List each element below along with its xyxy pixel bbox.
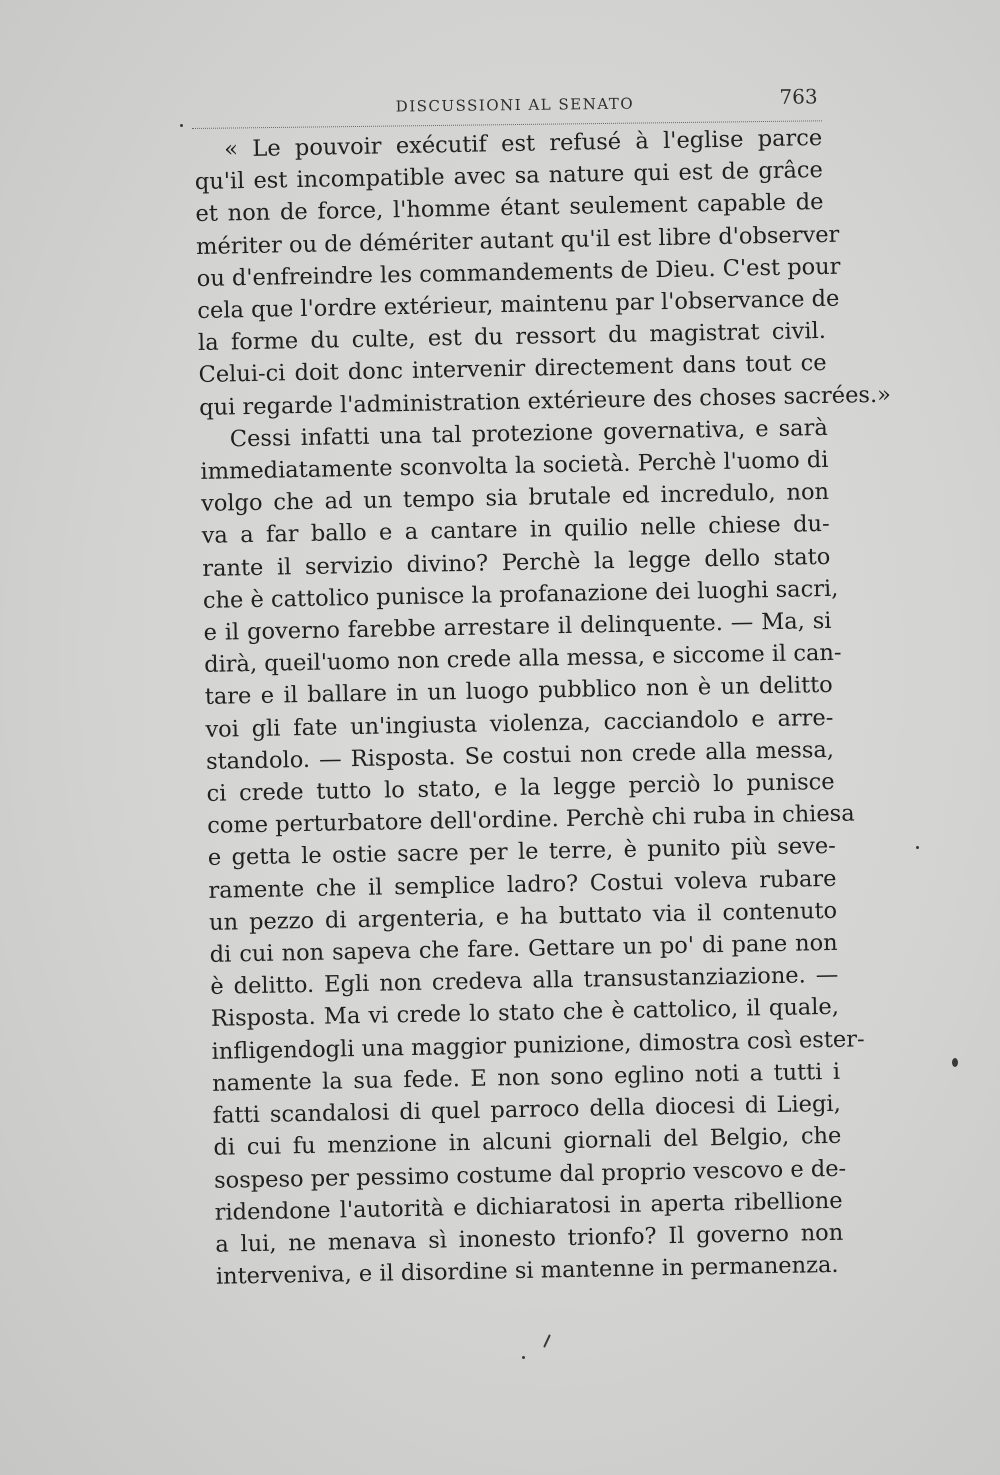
text-line: ci crede tutto lo stato, e la legge perciò lo punisce — [206, 768, 835, 807]
text-line: la forme du culte, est du ressort du magistrat civil. — [197, 318, 827, 357]
text-line: di cui fu menzione in alcuni giornali del Belgio, che — [213, 1123, 842, 1162]
text-line: Risposta. Ma vi crede lo stato che è cattolico, il quale, — [210, 994, 840, 1033]
text-line: interveniva, e il disordine si mantenne in permanenza. — [215, 1251, 839, 1290]
text-line: e getta le ostie sacre per le terre, è punito più seve- — [207, 833, 837, 872]
text-line: mériter ou de démériter autant qu'il est libre d'observer — [195, 221, 840, 260]
text-line: come perturbatore dell'ordine. Perchè chi ruba in chiesa — [207, 800, 855, 840]
text-line: di cui non sapeva che fare. Gettare un po' di pane non — [209, 929, 838, 968]
paper-speck — [952, 1058, 958, 1067]
text-line: ou d'enfreindre les commandements de Dieu. C'est pour — [196, 253, 841, 292]
text-line: qu'il est incompatible avec sa nature qui est de grâce — [194, 157, 824, 196]
paper-speck — [522, 1356, 525, 1359]
text-line: va a far ballo e a cantare in quilio nelle chiese du- — [201, 511, 830, 550]
paper-speck — [543, 1334, 551, 1348]
text-line: tare e il ballare in un luogo pubblico non è un delitto — [204, 672, 833, 711]
text-line: fatti scandalosi di quel parroco della diocesi di Liegi, — [212, 1090, 841, 1129]
text-line: qui regarde l'administration extérieure des choses sacrées.» — [199, 381, 892, 421]
text-line: a lui, ne menava sì inonesto trionfo? Il governo non — [215, 1219, 844, 1258]
text-line: ridendone l'autorità e dichiaratosi in aperta ribellione — [214, 1187, 843, 1226]
paper-speck — [916, 846, 919, 849]
paper-speck — [180, 124, 183, 127]
text-line: « Le pouvoir exécutif est refusé à l'eglise parce — [224, 124, 823, 163]
text-line: rante il servizio divino? Perchè la legge dello stato — [202, 543, 831, 582]
text-line: ramente che il semplice ladro? Costui voleva rubare — [208, 865, 837, 904]
text-line: immediatamente sconvolta la società. Perchè l'uomo di — [200, 446, 829, 485]
page-number: 763 — [779, 84, 818, 109]
text-line: volgo che ad un tempo sia brutale ed incredulo, non — [200, 479, 830, 518]
text-line: infligendogli una maggior punizione, dimostra così ester- — [211, 1025, 865, 1065]
text-line: voi gli fate un'ingiusta violenza, cacciandolo e arre- — [205, 704, 834, 743]
text-line: e il governo farebbe arrestare il delinquente. — Ma, si — [203, 607, 832, 646]
text-line: sospeso per pessimo costume dal proprio vescovo e de- — [213, 1155, 847, 1194]
text-line: è delitto. Egli non credeva alla transustanziazione. — — [210, 962, 839, 1001]
text-line: cela que l'ordre extérieur, maintenu par l'observance de — [197, 285, 840, 324]
text-line: che è cattolico punisce la profanazione dei luoghi sacri, — [202, 575, 839, 614]
text-line: dirà, queil'uomo non crede alla messa, e siccome il can- — [203, 639, 842, 679]
text-line: Cessi infatti una tal protezione governativa, e sarà — [229, 414, 829, 453]
text-line: standolo. — Risposta. Se costui non crede alla messa, — [205, 736, 835, 775]
text-line: namente la sua fede. E non sono eglino noti a tutti i — [211, 1058, 841, 1097]
text-line: Celui-ci doit donc intervenir directement dans tout ce — [198, 350, 827, 389]
running-head — [191, 80, 821, 129]
body-text — [194, 122, 892, 1293]
text-line: et non de force, l'homme étant seulement capable de — [195, 189, 824, 228]
text-line: un pezzo di argenteria, e ha buttato via il contenuto — [208, 897, 838, 936]
running-title: DISCUSSIONI AL SENATO — [395, 94, 635, 116]
